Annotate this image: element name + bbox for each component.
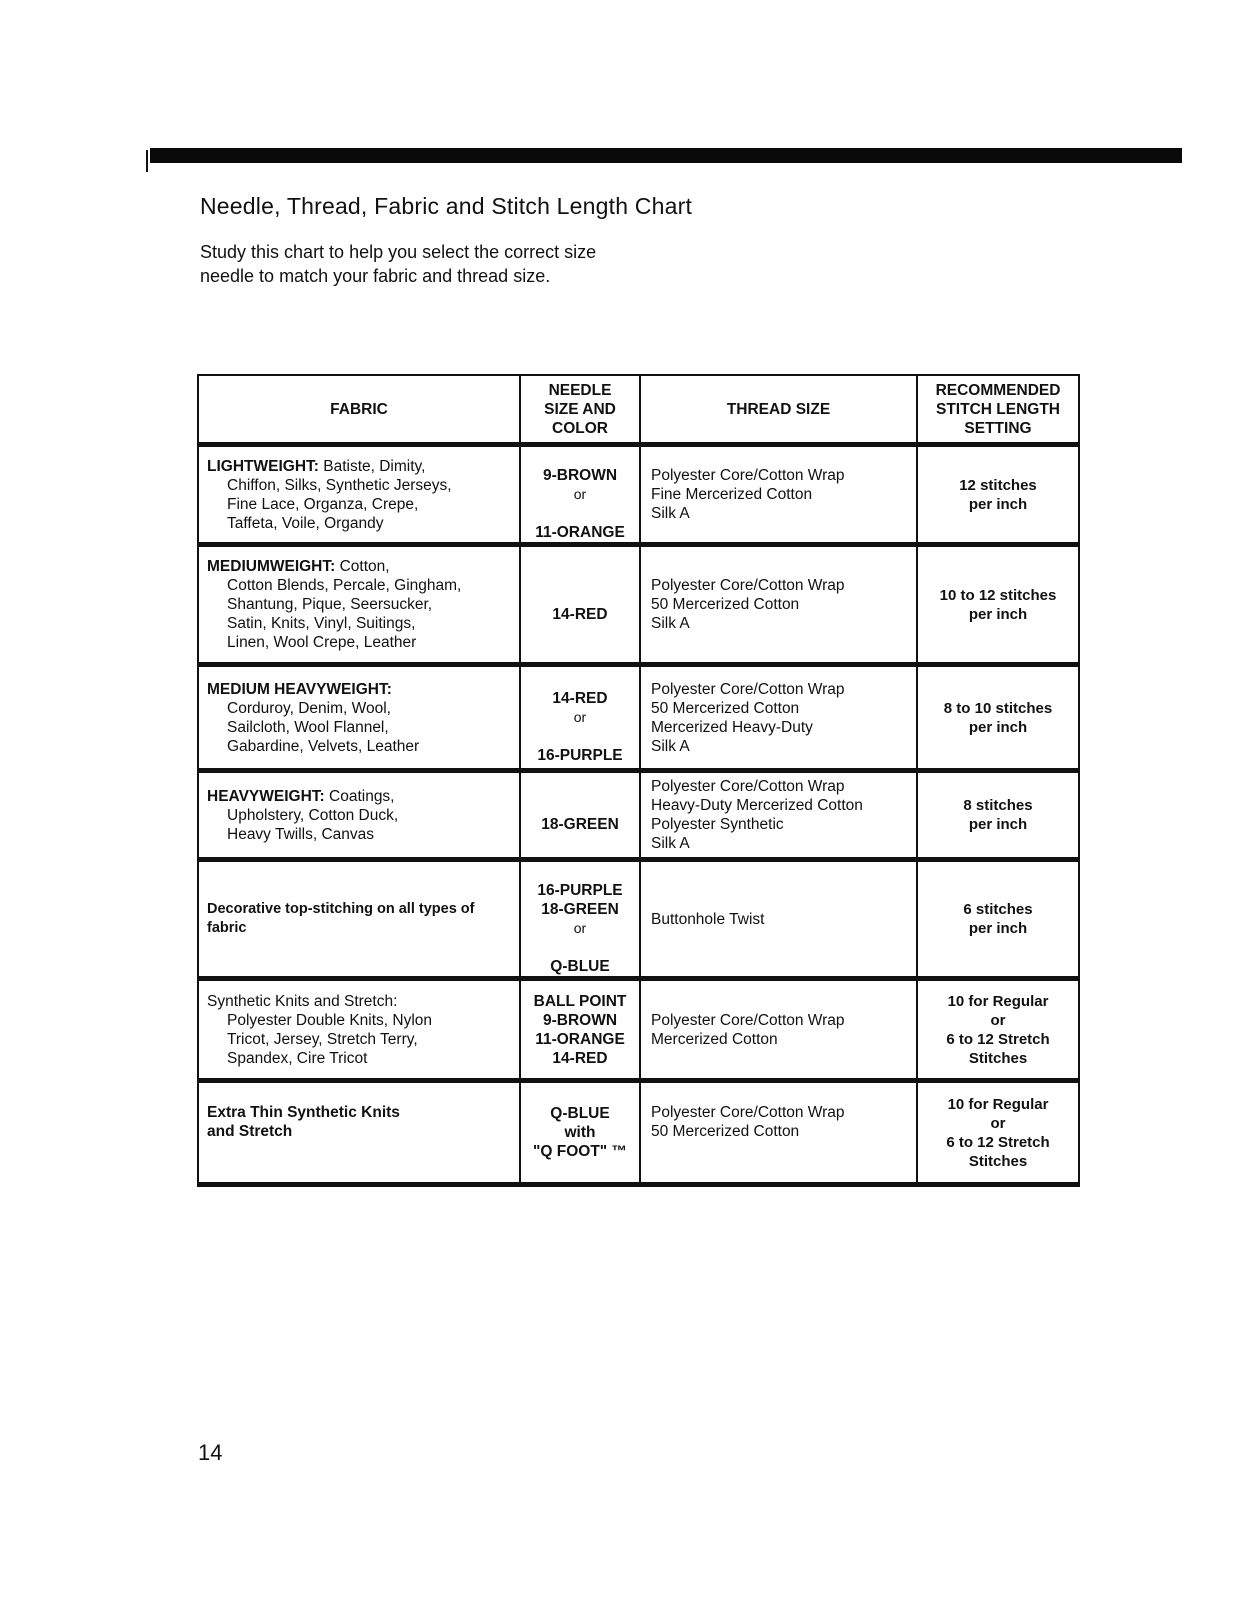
table-row: [198, 771, 1079, 860]
stitch-cell: 10 for Regular or 6 to 12 Stretch Stitches: [917, 979, 1079, 1081]
thread-cell: Polyester Core/Cotton Wrap 50 Mercerized Cotton Silk A: [640, 545, 917, 665]
needle-or: or: [573, 920, 587, 936]
fabric-cell: [198, 979, 520, 1081]
fabric-cell: [198, 771, 520, 860]
header-thread: THREAD SIZE: [640, 375, 917, 445]
stitch-cell: 10 to 12 stitches per inch: [917, 545, 1079, 665]
needle-size: 14-RED: [552, 605, 608, 623]
header-fabric: FABRIC: [198, 375, 520, 445]
needle-cell: BALL POINT 9-BROWN 11-ORANGE 14-RED: [520, 979, 640, 1081]
needle-or: or: [573, 709, 587, 725]
needle-cell: [520, 771, 640, 860]
fabric-category: LIGHTWEIGHT:: [207, 457, 319, 475]
fabric-category: HEAVYWEIGHT:: [207, 787, 325, 805]
stitch-cell: 8 to 10 stitches per inch: [917, 665, 1079, 771]
needle-or: or: [573, 486, 587, 502]
rule-tick: [146, 150, 148, 172]
fabric-list: Corduroy, Denim, Wool, Sailcloth, Wool Flannel, Gabardine, Velvets, Leather: [227, 699, 420, 755]
needle-thread-chart: [197, 374, 1080, 1187]
intro-text: Study this chart to help you select the correct size needle to match your fabric and thread size.: [200, 242, 597, 286]
needle-cell: [520, 545, 640, 665]
needle-cell: [520, 445, 640, 545]
needle-size: 9-BROWN: [542, 467, 618, 484]
stitch-cell: 6 stitches per inch: [917, 860, 1079, 979]
stitch-cell: 10 for Regular or 6 to 12 Stretch Stitches: [917, 1081, 1079, 1185]
thread-cell: Polyester Core/Cotton Wrap 50 Mercerized Cotton Mercerized Heavy-Duty Silk A: [640, 665, 917, 771]
fabric-lead-text: Cotton,: [335, 558, 390, 575]
thread-cell: Buttonhole Twist: [640, 860, 917, 979]
needle-size: 14-RED: [552, 690, 608, 707]
thread-cell: Polyester Core/Cotton Wrap Heavy-Duty Mercerized Cotton Polyester Synthetic Silk A: [640, 771, 917, 860]
table-row: [198, 1081, 1079, 1185]
fabric-category: MEDIUM HEAVYWEIGHT:: [207, 680, 392, 698]
table-header-row: [198, 375, 1079, 445]
fabric-list: Polyester Double Knits, Nylon Tricot, Jersey, Stretch Terry, Spandex, Cire Tricot: [227, 1011, 433, 1067]
fabric-list: Cotton Blends, Percale, Gingham, Shantung, Pique, Seersucker, Satin, Knits, Vinyl, Suitings, Linen, Wool Crepe, Leather: [227, 577, 462, 651]
stitch-cell: 12 stitches per inch: [917, 445, 1079, 545]
fabric-cell: [198, 665, 520, 771]
needle-size-alt: Q-BLUE: [550, 958, 610, 975]
table-row: [198, 979, 1079, 1081]
thread-cell: Polyester Core/Cotton Wrap 50 Mercerized Cotton: [640, 1081, 917, 1185]
page-number: 14: [198, 1440, 223, 1465]
fabric-lead-text: Coatings,: [324, 787, 395, 805]
table-row: [198, 860, 1079, 979]
table-row: [198, 445, 1079, 545]
fabric-list: Upholstery, Cotton Duck, Heavy Twills, Canvas: [227, 806, 399, 843]
fabric-category: Synthetic Knits and Stretch:: [207, 992, 398, 1010]
needle-size: 18-GREEN: [541, 816, 619, 833]
page-title: Needle, Thread, Fabric and Stitch Length Chart: [200, 193, 693, 219]
fabric-category: Decorative top-stitching on all types of fabric: [207, 901, 475, 936]
table-row: [198, 665, 1079, 771]
thread-cell: Polyester Core/Cotton Wrap Mercerized Cotton: [640, 979, 917, 1081]
needle-cell: [520, 860, 640, 979]
fabric-cell: [198, 445, 520, 545]
fabric-cell: [198, 1081, 520, 1185]
table-row: [198, 545, 1079, 665]
fabric-cell: [198, 545, 520, 665]
top-rule: [150, 148, 1182, 163]
fabric-cell: [198, 860, 520, 979]
needle-size-alt: 11-ORANGE: [535, 524, 625, 541]
needle-size-alt: 16-PURPLE: [537, 747, 623, 764]
needle-cell: Q-BLUE with "Q FOOT" ™: [520, 1081, 640, 1185]
thread-cell: Polyester Core/Cotton Wrap Fine Mercerized Cotton Silk A: [640, 445, 917, 545]
fabric-category: Extra Thin Synthetic Knits and Stretch: [207, 1104, 400, 1140]
header-stitch: RECOMMENDED STITCH LENGTH SETTING: [917, 375, 1079, 445]
needle-cell: [520, 665, 640, 771]
fabric-list: Chiffon, Silks, Synthetic Jerseys, Fine Lace, Organza, Crepe, Taffeta, Voile, Organdy: [227, 476, 452, 532]
fabric-category: MEDIUMWEIGHT:: [207, 558, 336, 575]
header-needle: NEEDLE SIZE AND COLOR: [520, 375, 640, 445]
needle-size: 16-PURPLE 18-GREEN: [537, 882, 623, 918]
fabric-lead-text: Batiste, Dimity,: [318, 457, 426, 475]
stitch-cell: 8 stitches per inch: [917, 771, 1079, 860]
